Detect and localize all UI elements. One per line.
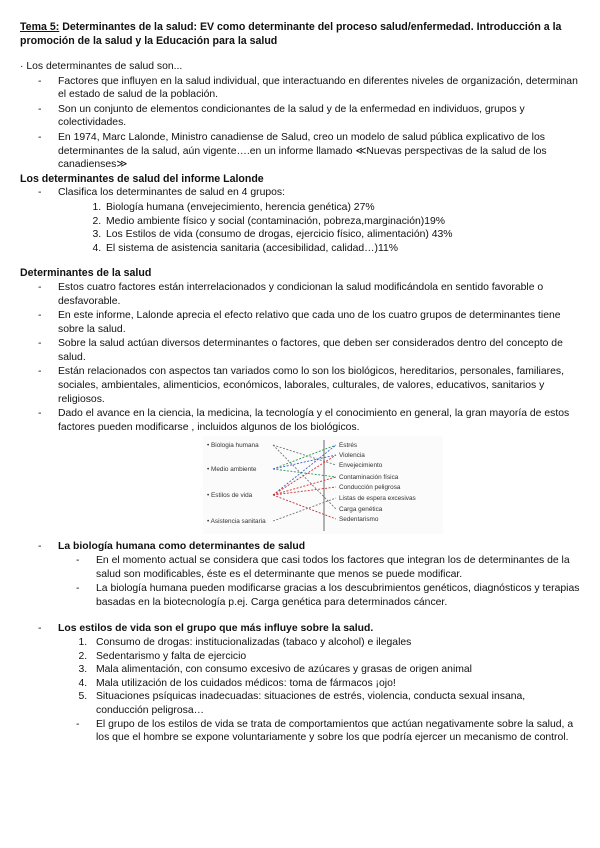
- list-item: - Dado el avance en la ciencia, la medicina, la tecnología y el conocimiento en general, la gran mayoría de estos factores pueden modificarse , incluidos algunos de los biológicos.: [20, 407, 580, 434]
- lalonde-heading: Los determinantes de salud del informe Lalonde: [20, 172, 264, 185]
- diagram-left-label: • Biologia humana: [207, 442, 259, 450]
- diagram-right-label: Envejecimiento: [339, 462, 383, 470]
- estilos-closing: [20, 718, 580, 745]
- diagram-left-label: • Medio ambiente: [207, 466, 257, 474]
- list-item: - Son un conjunto de elementos condicionantes de la salud y de la enfermedad en individuos, grupos y colectividades.: [20, 103, 580, 130]
- list-item: - La biología humana pueden modificarse gracias a los descubrimientos genéticos, diagnósticos y terapias basadas en la biotecnología p.ej. Carga genética para determinados cáncer.: [20, 582, 580, 609]
- list-item: - Clasifica los determinantes de salud en 4 grupos:: [20, 186, 580, 200]
- list-item: - Están relacionados con aspectos tan variados como lo son los biológicos, hereditarios, personales, familiares, sociales, ambientales, alimenticios, económicos, laborales, culturales, de valores, educativos, sanitarios y religiosos.: [20, 365, 580, 406]
- group-item: 4. El sistema de asistencia sanitaria (accesibilidad, calidad…)11%: [104, 242, 580, 256]
- document-page: [20, 20, 580, 746]
- list-item: - Factores que influyen en la salud individual, que interactuando en diferentes niveles de organización, determinan el estado de salud de la población.: [20, 75, 580, 102]
- estilos-heading: - Los estilos de vida son el grupo que más influye sobre la salud.: [20, 622, 580, 636]
- determinantes-list: [20, 281, 580, 435]
- diagram-right-label: Conducción peligrosa: [339, 484, 401, 492]
- lalonde-list: [20, 186, 580, 200]
- list-item: - En 1974, Marc Lalonde, Ministro canadiense de Salud, creo un modelo de salud pública explicativo de los determinantes de la salud, aún vigente….en un informe llamado ≪Nuevas perspectivas de la salud de los canadienses≫: [20, 131, 580, 172]
- diagram-svg: [203, 436, 443, 534]
- list-item: - Sobre la salud actúan diversos determinantes o factores, que deben ser considerados dentro del concepto de salud.: [20, 337, 580, 364]
- list-item: 1. Consumo de drogas: institucionalizadas (tabaco y alcohol) e ilegales: [90, 636, 580, 650]
- list-item: 3. Mala alimentación, con consumo excesivo de azúcares y grasas de origen animal: [90, 663, 580, 677]
- document-title: [20, 20, 580, 48]
- list-item: - El grupo de los estilos de vida se trata de comportamientos que actúan negativamente sobre la salud, a los que el hombre se expone voluntariamente y sobre los que podría ejercer un mecanismo de control.: [20, 718, 580, 745]
- title-text: Determinantes de la salud: EV como determinante del proceso salud/enfermedad. Introducción a la promoción de la salud y la Educación para la salud: [20, 21, 562, 47]
- determinants-diagram: [203, 436, 443, 534]
- list-item: - Estos cuatro factores están interrelacionados y condicionan la salud modificándola en sentido favorable o desfavorable.: [20, 281, 580, 308]
- group-item: 2. Medio ambiente físico y social (contaminación, pobreza,marginación)19%: [104, 215, 580, 229]
- group-item: 3. Los Estilos de vida (consumo de drogas, ejercicio físico, alimentación) 43%: [104, 228, 580, 242]
- list-item: 2. Sedentarismo y falta de ejercicio: [90, 650, 580, 664]
- diagram-right-label: Listas de espera excesivas: [339, 495, 416, 503]
- group-item: 1. Biología humana (envejecimiento, herencia genética) 27%: [104, 201, 580, 215]
- diagram-left-label: • Asistencia sanitaria: [207, 518, 266, 526]
- diagram-right-label: Carga genética: [339, 506, 383, 514]
- biologia-list: [20, 554, 580, 609]
- biologia-heading: - La biología humana como determinantes de salud: [20, 540, 580, 554]
- list-item: 5. Situaciones psíquicas inadecuadas: situaciones de estrés, violencia, conducta sexual insana, conducción peligrosa…: [90, 690, 580, 717]
- diagram-right-label: Sedentarismo: [339, 516, 379, 524]
- determinantes-heading: Determinantes de la salud: [20, 267, 152, 280]
- diagram-right-label: Violencia: [339, 452, 365, 460]
- list-item: 4. Mala utilización de los cuidados médicos: toma de fármacos ¡ojo!: [90, 677, 580, 691]
- lalonde-groups: [20, 201, 580, 255]
- intro-line: · Los determinantes de salud son...: [20, 61, 183, 72]
- diagram-right-label: Contaminación física: [339, 474, 399, 482]
- title-tema: Tema 5:: [20, 21, 60, 33]
- list-item: - En el momento actual se considera que casi todos los factores que integran los de determinantes de la salud son modificables, éste es el determinante que menos se puede modificar.: [20, 554, 580, 581]
- list-item: - En este informe, Lalonde aprecia el efecto relativo que cada uno de los cuatro grupos de determinantes tiene sobre la salud.: [20, 309, 580, 336]
- intro-list: [20, 75, 580, 172]
- diagram-left-label: • Estilos de vida: [207, 492, 253, 500]
- diagram-right-label: Estrés: [339, 442, 358, 450]
- estilos-list: [20, 636, 580, 718]
